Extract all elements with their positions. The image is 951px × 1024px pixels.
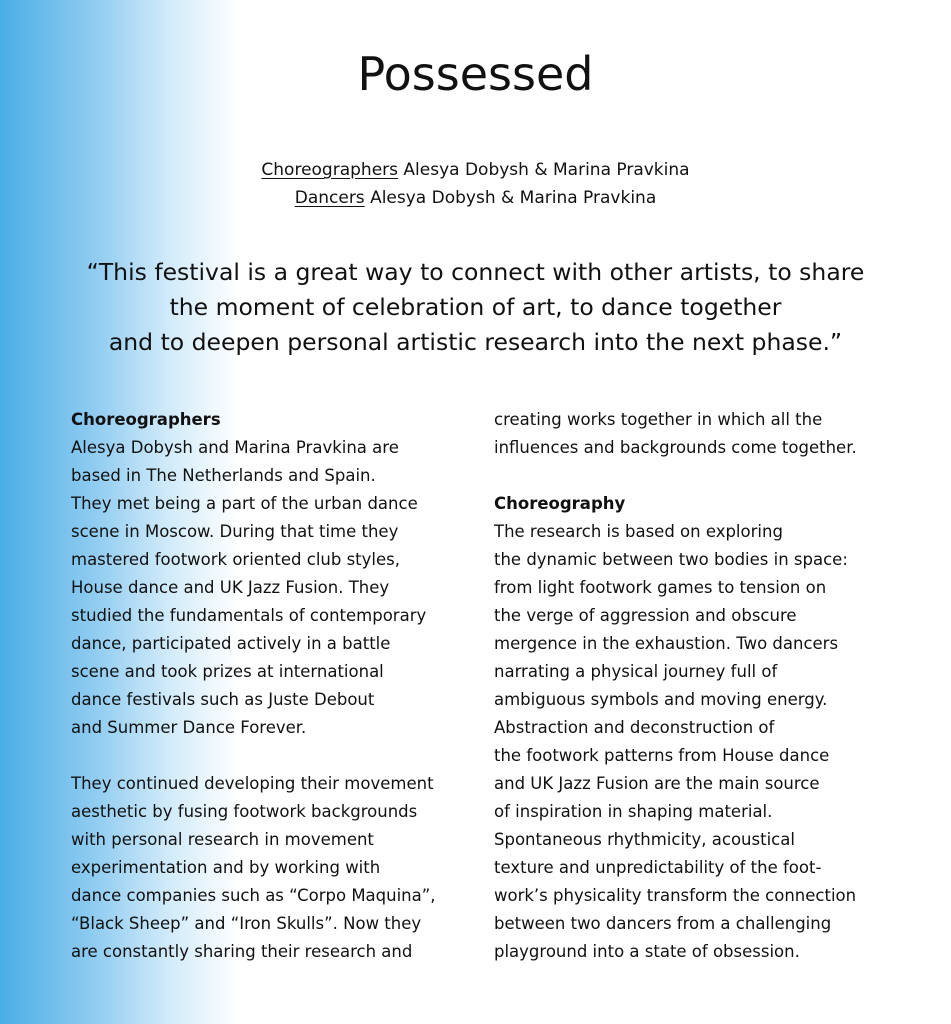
text-line: ambiguous symbols and moving energy. <box>494 690 828 709</box>
credit-role: Dancers <box>294 188 365 208</box>
text-line: “Black Sheep” and “Iron Skulls”. Now they <box>71 914 422 933</box>
quote-line: the moment of celebration of art, to dance together <box>169 293 782 321</box>
left-column <box>71 406 436 966</box>
text-line: and Summer Dance Forever. <box>71 718 307 737</box>
text-line: based in The Netherlands and Spain. <box>71 466 376 485</box>
text-line: the footwork patterns from House dance <box>494 746 830 765</box>
text-line: mergence in the exhaustion. Two dancers <box>494 634 839 653</box>
right-column <box>494 406 857 966</box>
text-line: Alesya Dobysh and Marina Pravkina are <box>71 438 399 457</box>
text-line: dance, participated actively in a battle <box>71 634 391 653</box>
text-line: mastered footwork oriented club styles, <box>71 550 400 569</box>
text-line: of inspiration in shaping material. <box>494 802 773 821</box>
text-line: influences and backgrounds come together. <box>494 438 857 457</box>
text-line: dance festivals such as Juste Debout <box>71 690 375 709</box>
paragraph-gap <box>71 742 436 770</box>
text-line: the dynamic between two bodies in space: <box>494 550 848 569</box>
text-line: the verge of aggression and obscure <box>494 606 797 625</box>
text-line: work’s physicality transform the connection <box>494 886 857 905</box>
text-line: texture and unpredictability of the foot- <box>494 858 822 877</box>
text-line: creating works together in which all the <box>494 410 823 429</box>
credit-names: Alesya Dobysh & Marina Pravkina <box>370 188 657 208</box>
credit-role: Choreographers <box>261 160 398 180</box>
credits-block <box>0 156 951 212</box>
text-line: scene and took prizes at international <box>71 662 384 681</box>
text-line: playground into a state of obsession. <box>494 942 800 961</box>
text-line: Spontaneous rhythmicity, acoustical <box>494 830 795 849</box>
text-line: studied the fundamentals of contemporary <box>71 606 427 625</box>
section-heading-choreographers: Choreographers <box>71 410 221 429</box>
text-line: scene in Moscow. During that time they <box>71 522 399 541</box>
text-line: House dance and UK Jazz Fusion. They <box>71 578 390 597</box>
text-line: aesthetic by fusing footwork backgrounds <box>71 802 418 821</box>
text-line: with personal research in movement <box>71 830 374 849</box>
quote-line: “This festival is a great way to connect with other artists, to share <box>86 258 865 286</box>
text-line: They met being a part of the urban dance <box>71 494 418 513</box>
text-line: between two dancers from a challenging <box>494 914 832 933</box>
credit-line-choreographers <box>0 156 951 184</box>
credit-names: Alesya Dobysh & Marina Pravkina <box>403 160 690 180</box>
pull-quote <box>40 255 911 360</box>
text-line: Abstraction and deconstruction of <box>494 718 775 737</box>
text-line: and UK Jazz Fusion are the main source <box>494 774 820 793</box>
paragraph-gap <box>494 462 857 490</box>
text-line: from light footwork games to tension on <box>494 578 827 597</box>
text-line: are constantly sharing their research and <box>71 942 413 961</box>
credit-line-dancers <box>0 184 951 212</box>
quote-line: and to deepen personal artistic research into the next phase.” <box>108 328 843 356</box>
page-title: Possessed <box>357 47 594 101</box>
text-line: narrating a physical journey full of <box>494 662 778 681</box>
section-heading-choreography: Choreography <box>494 494 626 513</box>
text-line: They continued developing their movement <box>71 774 434 793</box>
text-line: dance companies such as “Corpo Maquina”, <box>71 886 436 905</box>
text-line: The research is based on exploring <box>494 522 783 541</box>
text-line: experimentation and by working with <box>71 858 381 877</box>
